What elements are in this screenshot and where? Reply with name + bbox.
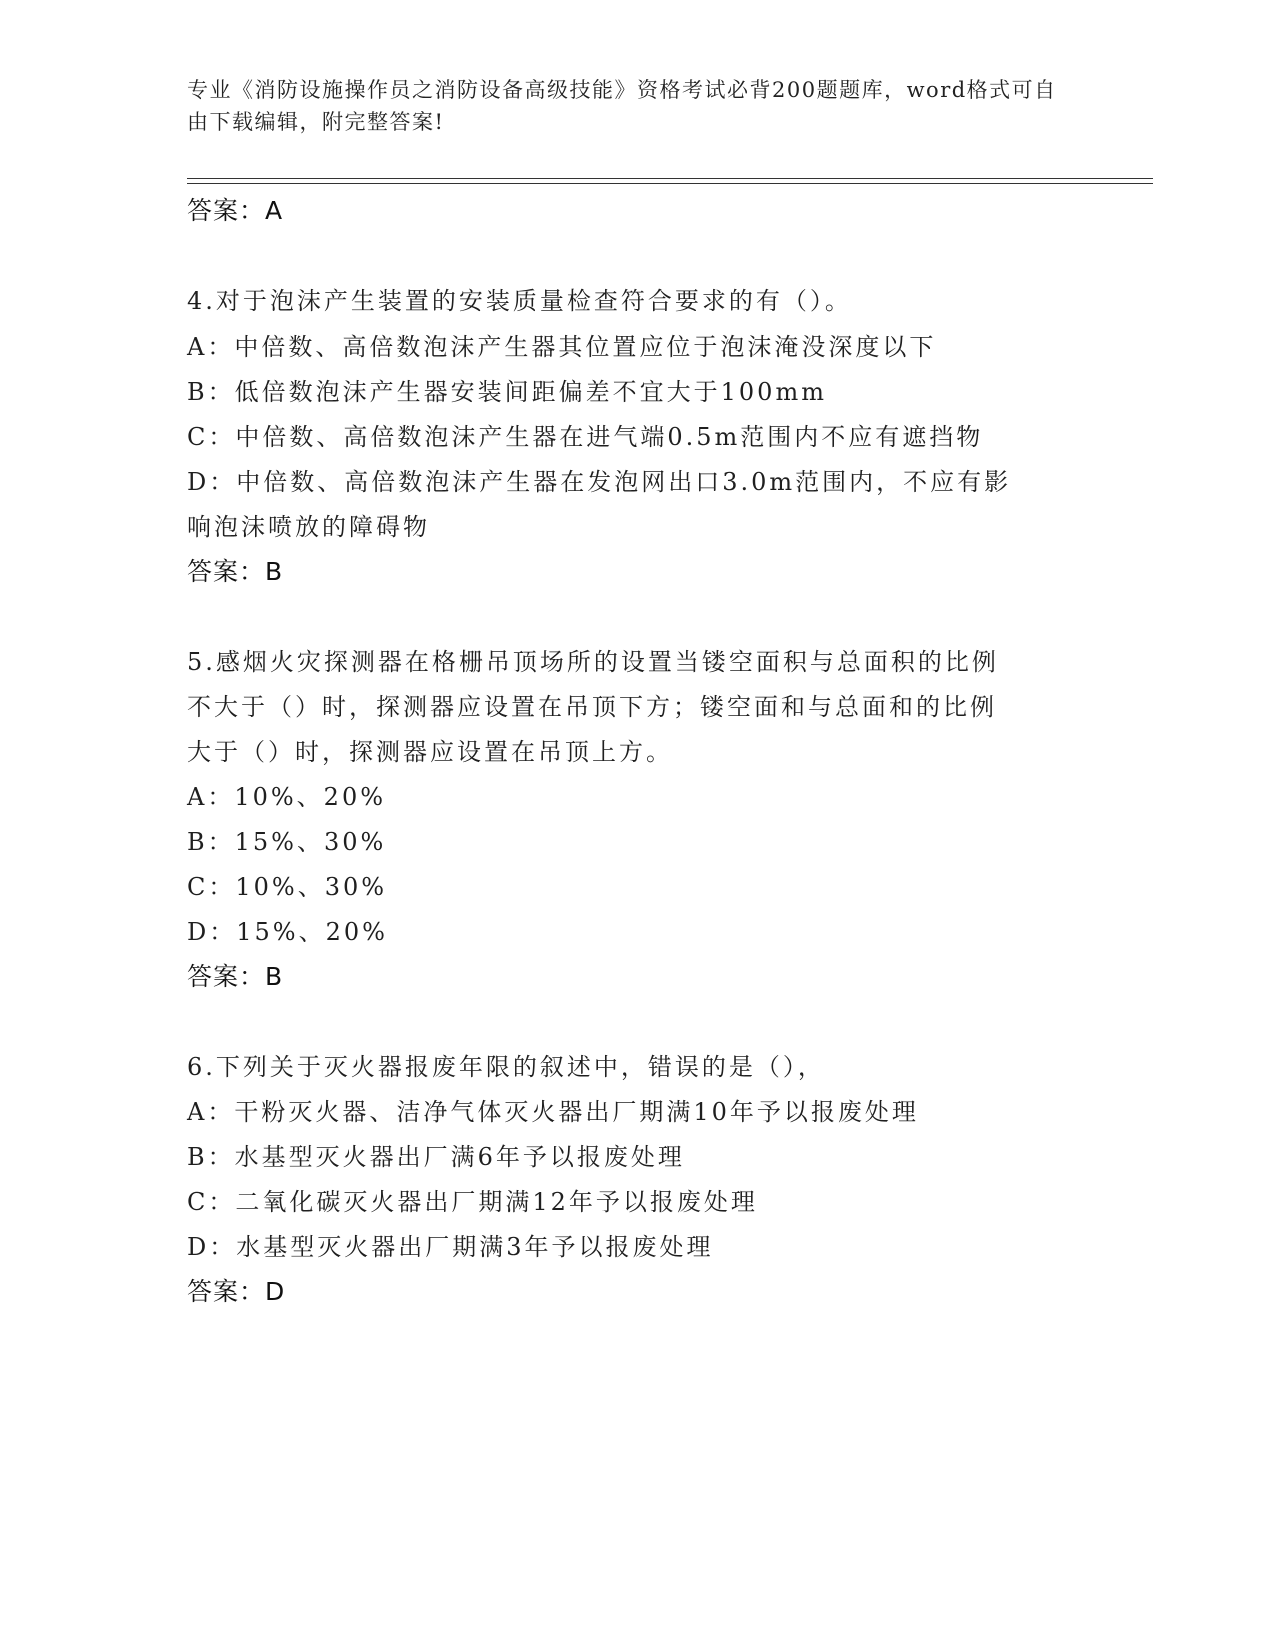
- q5-option-b: B：15%、30%: [187, 828, 387, 856]
- q6-option-a: A：干粉灭火器、洁净气体灭火器出厂期满10年予以报废处理: [187, 1098, 919, 1126]
- q6-option-b: B：水基型灭火器出厂满6年予以报废处理: [187, 1143, 685, 1171]
- q6-option-c: C：二氧化碳灭火器出厂期满12年予以报废处理: [187, 1188, 758, 1216]
- document-header: 专业《消防设施操作员之消防设备高级技能》资格考试必背200题题库，word格式可自由下载编辑，附完整答案!: [187, 78, 1057, 134]
- q5-option-c: C：10%、30%: [187, 873, 388, 901]
- q5-stem-line-1: 5.感烟火灾探测器在格栅吊顶场所的设置当镂空面积与总面积的比例: [187, 648, 999, 676]
- q4-stem: 4.对于泡沫产生装置的安装质量检查符合要求的有（）。: [187, 287, 852, 315]
- answer-q4: 答案：B: [187, 557, 284, 586]
- q5-stem-line-2: 不大于（）时，探测器应设置在吊顶下方；镂空面和与总面和的比例: [187, 693, 997, 721]
- q4-option-b: B：低倍数泡沫产生器安装间距偏差不宜大于100mm: [187, 378, 827, 406]
- q4-option-d: D：中倍数、高倍数泡沫产生器在发泡网出口3.0m范围内，不应有影: [187, 468, 1012, 496]
- header-rule-bottom: [187, 183, 1153, 184]
- q5-stem-line-3: 大于（）时，探测器应设置在吊顶上方。: [187, 738, 673, 766]
- answer-q6: 答案：D: [187, 1277, 286, 1306]
- header-rule-top: [187, 178, 1153, 179]
- answer-q3: 答案：A: [187, 196, 284, 225]
- q6-stem: 6.下列关于灭火器报废年限的叙述中，错误的是（），: [187, 1053, 825, 1081]
- q5-option-a: A：10%、20%: [187, 783, 387, 811]
- q4-option-c: C：中倍数、高倍数泡沫产生器在进气端0.5m范围内不应有遮挡物: [187, 423, 984, 451]
- q4-option-a: A：中倍数、高倍数泡沫产生器其位置应位于泡沫淹没深度以下: [187, 333, 937, 361]
- answer-q5: 答案：B: [187, 962, 284, 991]
- q6-option-d: D：水基型灭火器出厂期满3年予以报废处理: [187, 1233, 714, 1261]
- q5-option-d: D：15%、20%: [187, 918, 388, 946]
- q4-option-d-continued: 响泡沫喷放的障碍物: [187, 513, 430, 541]
